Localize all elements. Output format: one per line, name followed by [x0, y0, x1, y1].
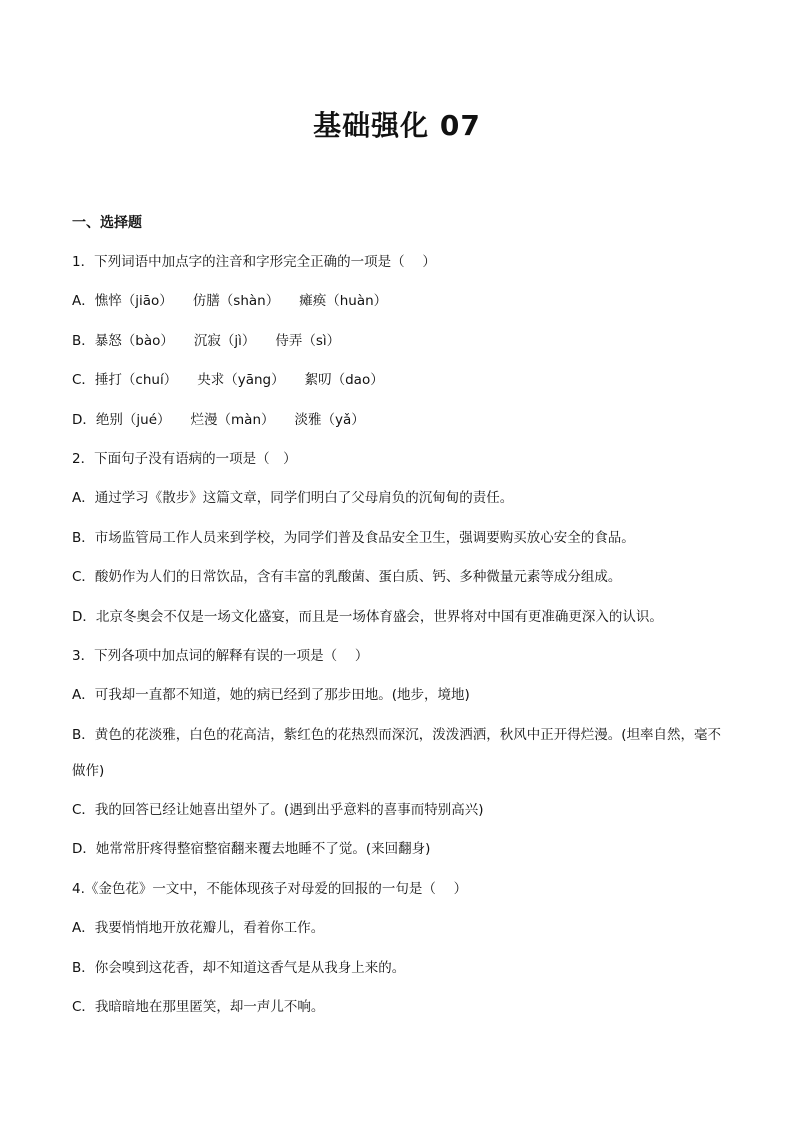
option-d-item-2: 烂漫（màn） [190, 412, 275, 428]
option-a-item-2: 仿膳（shàn） [192, 293, 280, 309]
section-heading: 一、选择题 [72, 215, 142, 231]
option-c-item-1: C．捶打（chuí） [72, 372, 178, 388]
option-a-item-3: 瘫痪（huàn） [299, 293, 388, 309]
page-title: 基础强化 07 [313, 109, 481, 142]
question-2-option-b: B．市场监管局工作人员来到学校，为同学们普及食品安全卫生，强调要购买放心安全的食品。 [72, 530, 635, 546]
question-4-stem: 4.《金色花》一文中，不能体现孩子对母爱的回报的一句是（ ） [72, 881, 468, 897]
question-2-option-c: C．酸奶作为人们的日常饮品，含有丰富的乳酸菌、蛋白质、钙、多种微量元素等成分组成。 [72, 569, 622, 585]
question-4-option-c: C．我暗暗地在那里匿笑，却一声儿不响。 [72, 999, 325, 1015]
question-3-option-d: D．她常常肝疼得整宿整宿翻来覆去地睡不了觉。(来回翻身) [72, 841, 431, 857]
option-c-item-3: 絮叨（dao） [304, 372, 384, 388]
option-d-item-3: 淡雅（yǎ） [294, 412, 365, 428]
option-b-item-1: B．暴怒（bào） [72, 333, 174, 349]
option-a-item-1: A．憔悴（jiāo） [72, 293, 173, 309]
question-1-option-d [72, 410, 365, 430]
option-c-item-2: 央求（yāng） [197, 372, 285, 388]
question-3-option-c: C．我的回答已经让她喜出望外了。(遇到出乎意料的喜事而特别高兴) [72, 802, 484, 818]
option-b-item-2: 沉寂（jì） [193, 333, 256, 349]
option-b-item-3: 侍弄（sì） [275, 333, 341, 349]
question-1-option-c [72, 370, 384, 390]
question-1-option-b [72, 331, 340, 351]
option-d-item-1: D．绝别（jué） [72, 412, 171, 428]
question-1-option-a [72, 291, 387, 311]
question-2-option-d: D．北京冬奥会不仅是一场文化盛宴，而且是一场体育盛会，世界将对中国有更准确更深入的认识。 [72, 609, 663, 625]
question-3-stem: 3．下列各项中加点词的解释有误的一项是（ ） [72, 648, 369, 664]
question-4-option-b: B．你会嗅到这花香，却不知道这香气是从我身上来的。 [72, 960, 406, 976]
question-3-option-a: A．可我却一直都不知道，她的病已经到了那步田地。(地步，境地) [72, 687, 470, 703]
question-3-option-b: B．黄色的花淡雅，白色的花高洁，紫红色的花热烈而深沉，泼泼洒洒，秋风中正开得烂漫。(坦率自然，毫不做作) [72, 727, 722, 779]
question-2-option-a: A．通过学习《散步》这篇文章，同学们明白了父母肩负的沉甸甸的责任。 [72, 490, 514, 506]
question-4-option-a: A．我要悄悄地开放花瓣儿，看着你工作。 [72, 920, 325, 936]
question-2-stem: 2．下面句子没有语病的一项是（ ） [72, 451, 297, 467]
question-1-stem: 1．下列词语中加点字的注音和字形完全正确的一项是（ ） [72, 254, 436, 270]
